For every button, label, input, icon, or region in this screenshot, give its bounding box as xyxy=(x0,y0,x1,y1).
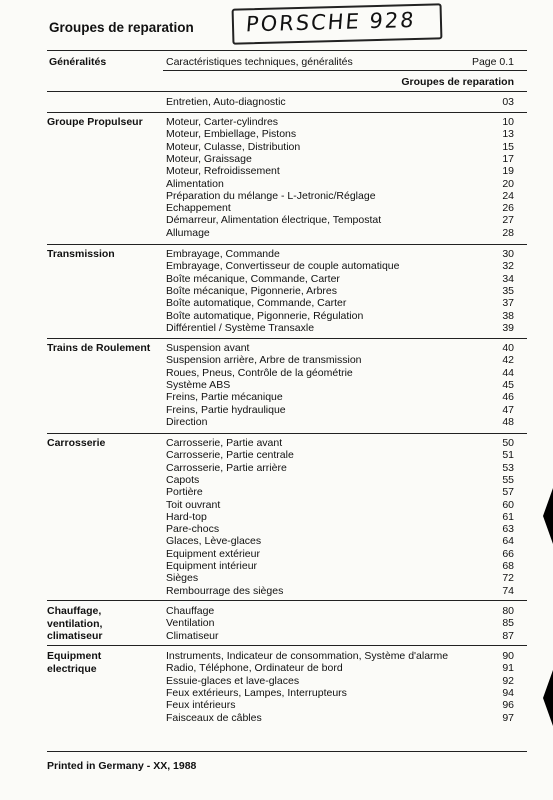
toc-item-number: 48 xyxy=(502,415,514,428)
divider xyxy=(47,50,527,51)
toc-item-number: 85 xyxy=(502,617,514,630)
toc-item-label: Freins, Partie mécanique xyxy=(166,391,283,404)
toc-item-number: 96 xyxy=(502,699,514,712)
subheader: Groupes de reparation xyxy=(401,76,514,88)
toc-item-label: Boîte mécanique, Pigonnerie, Arbres xyxy=(166,284,338,297)
toc-item-label: Différentiel / Système Transaxle xyxy=(166,321,315,334)
section-divider xyxy=(47,433,527,434)
toc-item-label: Moteur, Refroidissement xyxy=(166,165,280,178)
section-title: Chauffage, ventilation, climatiseur xyxy=(47,605,103,642)
toc-item-label: Echappement xyxy=(166,202,231,215)
toc-item-label: Rembourrage des sièges xyxy=(166,584,284,597)
toc-item-number: 38 xyxy=(502,309,514,322)
section-divider xyxy=(47,338,527,339)
divider xyxy=(163,70,527,71)
toc-item-label: Equipment intérieur xyxy=(166,560,258,572)
section-title: Groupe Propulseur xyxy=(47,116,143,128)
toc-item-label: Radio, Téléphone, Ordinateur de bord xyxy=(166,662,343,675)
toc-item-number: 10 xyxy=(502,116,514,128)
toc-item-label: Instruments, Indicateur de consommation, Système d'alarme xyxy=(166,650,449,662)
section-title: Carrosserie xyxy=(47,437,106,449)
handwritten-label: PORSCHE 928 xyxy=(232,3,443,44)
toc-item-number: 50 xyxy=(502,437,514,449)
page-tab-marker xyxy=(543,670,553,726)
toc-item-label: Toit ouvrant xyxy=(166,498,221,511)
page-number: Page 0.1 xyxy=(471,56,514,68)
toc-item-number: 68 xyxy=(502,560,514,572)
toc-item-label: Feux extérieurs, Lampes, Interrupteurs xyxy=(166,686,347,699)
toc-item-label: Hard-top xyxy=(166,510,207,523)
toc-item-label: Direction xyxy=(166,415,208,428)
toc-item-label: Carrosserie, Partie centrale xyxy=(166,449,294,462)
toc-item-number: 80 xyxy=(502,605,514,617)
toc-item-label: Climatiseur xyxy=(166,629,219,642)
divider xyxy=(47,91,527,92)
toc-item-number: 27 xyxy=(502,214,514,227)
toc-item-label: Essuie-glaces et lave-glaces xyxy=(166,674,300,687)
toc-item-label: Ventilation xyxy=(166,617,215,630)
toc-item-number: 20 xyxy=(502,177,514,190)
toc-item-label: Préparation du mélange - L-Jetronic/Réglage xyxy=(166,189,376,202)
toc-item-number: 39 xyxy=(502,321,514,334)
toc-item-number: 91 xyxy=(502,662,514,675)
toc-item-label: Equipment extérieur xyxy=(166,547,260,560)
toc-item-number: 28 xyxy=(502,226,514,239)
section-divider xyxy=(47,645,527,646)
toc-item-number: 61 xyxy=(502,510,514,523)
toc-item-number: 37 xyxy=(502,297,514,310)
toc-item-label: Pare-chocs xyxy=(166,523,220,536)
divider xyxy=(47,751,527,752)
toc-item-label: Boîte mécanique, Commande, Carter xyxy=(166,272,340,285)
toc-item-number: 66 xyxy=(502,547,514,560)
toc-item-label: Moteur, Embiellage, Pistons xyxy=(166,128,297,141)
toc-item-number: 74 xyxy=(502,584,514,597)
toc-item-label: Faisceaux de câbles xyxy=(166,711,262,724)
toc-item-label: Freins, Partie hydraulique xyxy=(166,403,286,416)
section-title: Trains de Roulement xyxy=(47,342,151,354)
toc-item-number: 17 xyxy=(502,152,514,165)
toc-item-label: Roues, Pneus, Contrôle de la géométrie xyxy=(166,366,353,379)
toc-item-number: 34 xyxy=(502,272,514,285)
toc-item-label: Embrayage, Commande xyxy=(166,248,280,260)
toc-item-label: Carrosserie, Partie arrière xyxy=(166,461,287,474)
toc-item-number: 63 xyxy=(502,523,514,536)
toc-item-number: 57 xyxy=(502,486,514,499)
toc-item-number: 55 xyxy=(502,473,514,486)
page-tab-marker xyxy=(543,488,553,544)
toc-item-number: 72 xyxy=(502,572,514,585)
toc-item-number: 51 xyxy=(502,449,514,462)
toc-item-label: Portière xyxy=(166,486,203,499)
toc-item-label: Alimentation xyxy=(166,177,224,190)
header-left: Généralités xyxy=(49,56,107,68)
toc-item-label: Moteur, Culasse, Distribution xyxy=(166,140,301,153)
toc-item-label: Boîte automatique, Commande, Carter xyxy=(166,297,347,310)
section-divider xyxy=(47,244,527,245)
toc-item-label: Allumage xyxy=(166,226,210,239)
section-divider xyxy=(47,600,527,601)
toc-item-label: Carrosserie, Partie avant xyxy=(166,437,283,449)
toc-item-label: Suspension avant xyxy=(166,342,250,354)
toc-item-label: Feux intérieurs xyxy=(166,699,236,712)
toc-item-number: 24 xyxy=(502,189,514,202)
footer: Printed in Germany - XX, 1988 xyxy=(47,760,197,772)
toc-item-label: Glaces, Lève-glaces xyxy=(166,535,262,548)
toc-item-number: 35 xyxy=(502,284,514,297)
toc-item-label: Capots xyxy=(166,473,200,486)
toc-item-label: Embrayage, Convertisseur de couple automatique xyxy=(166,260,400,273)
toc-item-label: Entretien, Auto-diagnostic xyxy=(166,96,286,108)
toc-item-number: 90 xyxy=(502,650,514,662)
toc-item-label: Démarreur, Alimentation électrique, Tempostat xyxy=(166,214,382,227)
toc-item-number: 32 xyxy=(502,260,514,273)
toc-item-number: 60 xyxy=(502,498,514,511)
toc-item-number: 42 xyxy=(502,354,514,367)
section-title: Equipment electrique xyxy=(47,650,102,675)
toc-item-number: 46 xyxy=(502,391,514,404)
toc-item-label: Moteur, Graissage xyxy=(166,152,252,165)
toc-item-number: 44 xyxy=(502,366,514,379)
toc-item-number: 40 xyxy=(502,342,514,354)
toc-item-number: 47 xyxy=(502,403,514,416)
toc-item-number: 19 xyxy=(502,165,514,178)
page-title: Groupes de reparation xyxy=(49,20,194,35)
toc-item-label: Moteur, Carter-cylindres xyxy=(166,116,279,128)
section-divider xyxy=(47,112,527,113)
toc-item-number: 03 xyxy=(502,96,514,108)
toc-item-number: 94 xyxy=(502,686,514,699)
toc-item-number: 64 xyxy=(502,535,514,548)
header-mid: Caractéristiques techniques, généralités xyxy=(166,56,353,68)
toc-item-number: 97 xyxy=(502,711,514,724)
toc-item-label: Suspension arrière, Arbre de transmission xyxy=(166,354,362,367)
toc-item-number: 15 xyxy=(502,140,514,153)
toc-item-number: 92 xyxy=(502,674,514,687)
section-title: Transmission xyxy=(47,248,115,260)
toc-item-number: 45 xyxy=(502,378,514,391)
toc-item-label: Système ABS xyxy=(166,378,231,391)
toc-item-label: Boîte automatique, Pigonnerie, Régulation xyxy=(166,309,364,322)
toc-item-number: 30 xyxy=(502,248,514,260)
toc-item-label: Chauffage xyxy=(166,605,215,617)
toc-item-number: 53 xyxy=(502,461,514,474)
toc-item-number: 26 xyxy=(502,202,514,215)
toc-item-number: 87 xyxy=(502,629,514,642)
toc-item-number: 13 xyxy=(502,128,514,141)
toc-item-label: Sièges xyxy=(166,572,199,585)
